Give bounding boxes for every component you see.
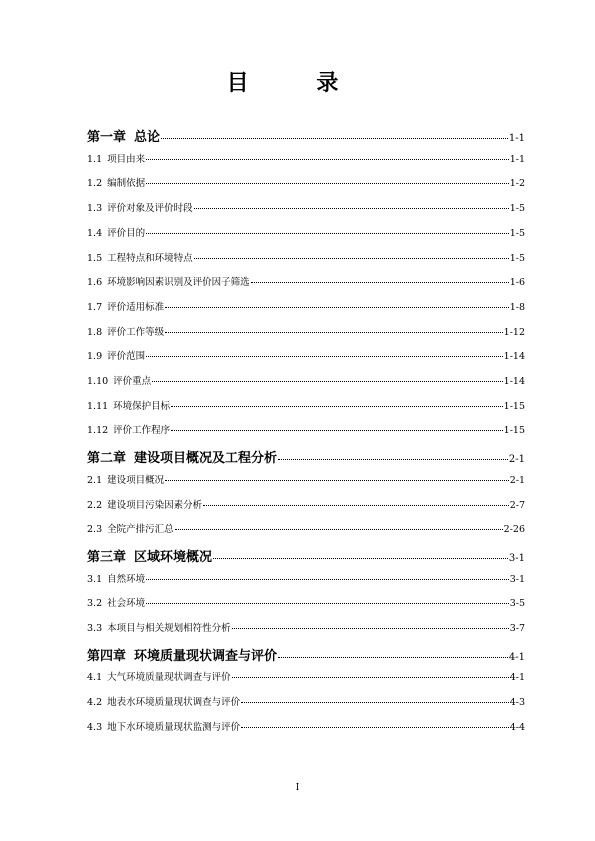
toc-entry-page: 2-1 — [508, 454, 525, 466]
toc-entry-number: 1.1 — [87, 153, 103, 165]
toc-entry-title: 建设项目概况及工程分析 — [134, 451, 278, 467]
toc-dot-leader — [146, 579, 509, 580]
toc-section-entry — [87, 175, 525, 189]
toc-entry-page: 2-1 — [509, 474, 525, 486]
toc-entry-number: 1.5 — [87, 252, 103, 264]
toc-dot-leader — [146, 233, 509, 234]
toc-dot-leader — [278, 657, 508, 658]
toc-section-entry — [87, 299, 525, 313]
toc-dot-leader — [152, 381, 502, 382]
toc-section-entry — [87, 225, 525, 239]
toc-entry-title: 建设项目概况 — [107, 474, 165, 486]
toc-entry-page: 1-8 — [509, 301, 525, 313]
toc-entry-number: 1.7 — [87, 301, 103, 313]
toc-entry-number: 1.3 — [87, 203, 103, 215]
toc-entry-page: 3-1 — [508, 552, 525, 564]
toc-entry-page: 2-26 — [503, 524, 525, 536]
toc-entry-number: 2.1 — [87, 474, 103, 486]
toc-section-entry — [87, 422, 525, 436]
toc-dot-leader — [251, 282, 509, 283]
page-number: I — [295, 783, 300, 793]
toc-entry-page: 3-1 — [509, 573, 525, 585]
toc-entry-title: 评价范围 — [107, 351, 146, 363]
toc-section-entry — [87, 472, 525, 486]
toc-entry-title: 地下水环境质量现状监测与评价 — [107, 721, 241, 733]
toc-dot-leader — [213, 558, 508, 559]
toc-section-entry — [87, 250, 525, 264]
toc-dot-leader — [146, 356, 503, 357]
toc-entry-page: 1-14 — [503, 376, 525, 387]
toc-entry-title: 评价重点 — [113, 376, 152, 387]
toc-entry-number: 4.3 — [87, 721, 103, 733]
toc-section-entry — [87, 200, 525, 214]
toc-dot-leader — [171, 430, 502, 431]
toc-section-entry — [87, 669, 525, 683]
toc-chapter-entry — [87, 546, 525, 565]
toc-dot-leader — [194, 208, 509, 209]
toc-entry-page: 3-5 — [509, 598, 525, 610]
toc-entry-title: 环境保护目标 — [113, 400, 171, 412]
toc-entry-page: 1-1 — [509, 153, 525, 165]
toc-entry-title: 评价目的 — [107, 227, 146, 239]
toc-entry-number: 1.4 — [87, 227, 103, 239]
toc-entry-page: 1-6 — [509, 277, 525, 289]
toc-entry-title: 区域环境概况 — [134, 549, 213, 565]
toc-dot-leader — [165, 307, 509, 308]
toc-dot-leader — [203, 505, 509, 506]
toc-entry-number: 第一章 — [87, 130, 127, 145]
toc-entry-number: 2.3 — [87, 524, 103, 536]
toc-section-entry — [87, 595, 525, 609]
toc-entry-title: 项目由来 — [107, 153, 146, 165]
toc-entry-title: 环境影响因素识别及评价因子筛选 — [107, 277, 250, 289]
toc-chapter-entry — [87, 645, 525, 664]
toc-section-entry — [87, 324, 525, 338]
toc-section-entry — [87, 151, 525, 165]
toc-entry-title: 评价对象及评价时段 — [107, 203, 193, 215]
toc-section-entry — [87, 694, 525, 708]
toc-section-entry — [87, 497, 525, 511]
toc-dot-leader — [146, 183, 509, 184]
toc-entry-title: 地表水环境质量现状调查与评价 — [107, 697, 241, 709]
toc-entry-number: 第二章 — [87, 451, 127, 467]
toc-entry-number: 第四章 — [87, 648, 127, 664]
toc-entry-number: 1.11 — [87, 400, 109, 412]
toc-dot-leader — [165, 480, 509, 481]
toc-entry-page: 1-5 — [509, 203, 525, 215]
toc-entry-page: 1-5 — [509, 227, 525, 239]
toc-dot-leader — [241, 727, 509, 728]
toc-entry-number: 1.9 — [87, 351, 103, 363]
toc-dot-leader — [241, 702, 509, 703]
toc-entry-number: 第三章 — [87, 549, 127, 565]
toc-entry-title: 编制依据 — [107, 178, 146, 190]
toc-entry-title: 工程特点和环境特点 — [107, 252, 193, 264]
toc-section-entry — [87, 274, 525, 288]
toc-section-entry — [87, 571, 525, 585]
document-title: 目 录 — [226, 71, 369, 96]
toc-entry-title: 本项目与相关规划相符性分析 — [107, 623, 231, 634]
toc-entry-number: 1.8 — [87, 326, 103, 338]
toc-dot-leader — [232, 628, 509, 629]
toc-entry-page: 1-15 — [503, 425, 525, 437]
toc-dot-leader — [194, 258, 509, 259]
toc-dot-leader — [232, 677, 509, 678]
toc-dot-leader — [175, 529, 503, 530]
toc-entry-number: 3.2 — [87, 598, 103, 610]
toc-entry-title: 建设项目污染因素分析 — [107, 499, 203, 511]
toc-entry-page: 1-15 — [503, 400, 525, 412]
toc-dot-leader — [161, 138, 508, 139]
toc-entry-page: 3-7 — [509, 623, 525, 634]
toc-entry-page: 2-7 — [509, 499, 525, 511]
toc-section-entry — [87, 521, 525, 535]
toc-entry-number: 4.1 — [87, 672, 103, 684]
toc-entry-number: 3.1 — [87, 573, 103, 585]
toc-section-entry — [87, 373, 525, 387]
table-of-contents — [87, 0, 525, 841]
toc-entry-title: 总论 — [134, 130, 161, 145]
toc-dot-leader — [165, 332, 503, 333]
toc-entry-number: 4.2 — [87, 697, 103, 709]
toc-entry-number: 1.6 — [87, 277, 103, 289]
toc-entry-page: 1-1 — [508, 133, 525, 144]
toc-entry-title: 环境质量现状调查与评价 — [134, 648, 278, 664]
toc-section-entry — [87, 348, 525, 362]
toc-entry-number: 1.2 — [87, 178, 103, 190]
toc-section-entry — [87, 398, 525, 412]
toc-entry-page: 4-1 — [508, 651, 525, 663]
toc-entry-title: 大气环境质量现状调查与评价 — [107, 672, 231, 684]
toc-entry-title: 评价工作程序 — [113, 425, 171, 437]
toc-entry-page: 1-14 — [503, 351, 525, 363]
toc-chapter-entry — [87, 447, 525, 466]
toc-dot-leader — [146, 159, 509, 160]
toc-entry-page: 1-12 — [503, 326, 525, 338]
toc-entry-page: 1-2 — [509, 178, 525, 190]
toc-entry-number: 1.10 — [87, 376, 109, 387]
toc-entry-title: 评价工作等级 — [107, 326, 165, 338]
toc-entry-title: 社会环境 — [107, 598, 146, 610]
toc-entry-number: 3.3 — [87, 623, 103, 634]
toc-entry-title: 评价适用标准 — [107, 301, 165, 313]
toc-entry-page: 4-4 — [509, 721, 525, 733]
toc-entry-page: 1-5 — [509, 252, 525, 264]
toc-section-entry — [87, 719, 525, 733]
toc-dot-leader — [278, 459, 508, 460]
toc-chapter-entry — [87, 126, 525, 145]
toc-entry-title: 自然环境 — [107, 573, 146, 585]
toc-section-entry — [87, 620, 525, 634]
toc-entry-number: 2.2 — [87, 499, 103, 511]
toc-entry-number: 1.12 — [87, 425, 109, 437]
toc-dot-leader — [146, 603, 509, 604]
toc-entry-page: 4-1 — [509, 672, 525, 684]
toc-dot-leader — [171, 406, 502, 407]
toc-entry-page: 4-3 — [509, 697, 525, 709]
toc-entry-title: 全院产排污汇总 — [107, 524, 174, 536]
